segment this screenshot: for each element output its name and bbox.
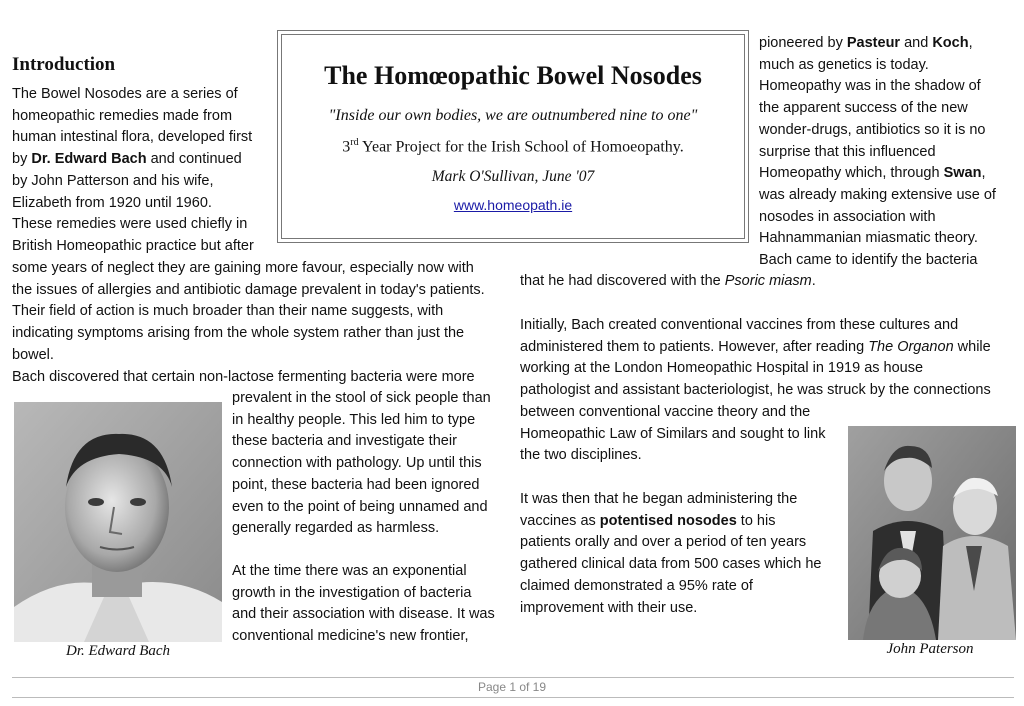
paterson-caption: John Paterson [886,641,974,657]
text-line: even to the point of being unnamed and [232,498,488,515]
title-box [277,30,749,243]
page-number: Page 1 of 19 [477,680,547,694]
intro-wide-block [12,258,512,388]
by-text: by [12,151,32,168]
text-line: British Homeopathic practice but after [12,237,254,254]
text-line: wonder-drugs, antibiotics so it is no [759,121,986,138]
text-line: growth in the investigation of bacteria [232,584,472,601]
text-line: improvement with their use. [520,599,698,616]
bach-caption: Dr. Edward Bach [65,643,171,659]
website-link[interactable]: www.homeopath.ie [453,197,573,213]
project-subtitle [282,137,744,156]
text-line [759,163,1021,185]
text-line [520,511,845,533]
swan-bold: Swan [943,165,982,182]
text-line: The Bowel Nosodes are a series of [12,86,238,102]
text-line: the apparent success of the new [759,100,968,117]
bach-photo [14,402,222,642]
text-line: much as genetics is today. [759,56,929,73]
text-line: surprise that this influenced [759,143,936,160]
while-text: while [953,338,991,355]
vaccines-text: vaccines as [520,512,600,529]
text-line [520,337,1020,359]
text-line: At the time there was an exponential [232,563,467,579]
text-line: the two disciplines. [520,447,642,464]
text-line: working at the London Homeopathic Hospital in 1919 as house [520,360,924,377]
text-line: generally regarded as harmless. [232,520,440,537]
potentised-bold: potentised nosodes [599,512,737,529]
paragraph-nosodes [520,489,845,619]
koch-bold: Koch [932,35,969,51]
text-line: and their association with disease. It was [232,606,495,623]
year-ordinal: rd [350,137,359,148]
administered-text: administered them to patients. However, after reading [520,338,869,355]
intro-narrow-block [12,84,272,258]
psoric-post-text: . [811,273,816,289]
text-line: conventional medicine's new frontier, [232,628,469,645]
text-line [759,33,1021,55]
text-line: Homeopathic Law of Similars and sought to link [520,425,826,442]
document-title: The Homœopathic Bowel Nosodes [324,61,702,90]
text-line: human intestinal flora, developed first [12,129,253,146]
text-line: in healthy people. This led him to type [232,411,476,428]
and-text: and [900,35,933,51]
text-line: Elizabeth from 1920 until 1960. [12,194,212,211]
psoric-line [520,271,1020,293]
text-line: the issues of allergies and antibiotic damage prevalent in today's patients. [12,281,485,298]
text-line: Bach discovered that certain non-lactose fermenting bacteria were more [12,368,475,385]
continued-text: and continued [146,151,242,168]
beside-photo-block [232,388,517,540]
text-line: Homeopathy was in the shadow of [759,78,981,95]
text-line: patients orally and over a period of ten years [520,534,807,551]
project-text: Year Project for the Irish School of Homoeopathy. [358,138,684,156]
text-line [12,149,272,171]
paterson-photo [848,426,1016,640]
year-number: 3 [342,138,351,156]
pasteur-bold: Pasteur [846,35,901,51]
to-his-text: to his [736,512,776,529]
author-line: Mark O'Sullivan, June '07 [431,168,595,185]
text-line: homeopathic remedies made from [12,107,233,124]
text-line: gathered clinical data from 500 cases which he [520,556,822,573]
through-text: Homeopathy which, through [759,165,944,182]
comma-text: , [968,35,973,51]
text-line: nosodes in association with [759,208,936,225]
text-line: by John Patterson and his wife, [12,172,214,189]
text-line: prevalent in the stool of sick people than [232,390,491,406]
text-line: bowel. [12,346,54,363]
text-line: these bacteria and investigate their [232,433,457,450]
text-line: These remedies were used chiefly in [12,216,248,233]
psoric-pre-text: that he had discovered with the [520,273,725,289]
intro-heading: Introduction [12,54,116,75]
right-column-block [759,33,1021,272]
text-line: was already making extensive use of [759,186,996,203]
text-line: It was then that he began administering the [520,491,798,507]
text-line: Hahnammanian miasmatic theory. [759,230,978,247]
pioneered-text: pioneered by [759,35,847,51]
organon-italic: The Organon [868,338,954,355]
title-box-inner [281,34,745,239]
text-line: between conventional vaccine theory and the [520,403,811,420]
text-line: claimed demonstrated a 95% rate of [520,577,753,594]
title-quote: "Inside our own bodies, we are outnumbered nine to one" [328,107,698,124]
psoric-miasm-italic: Psoric miasm [724,273,812,289]
text-line: connection with pathology. Up until this [232,455,482,472]
text-line: Initially, Bach created conventional vaccines from these cultures and [520,317,959,333]
text-line: point, these bacteria had been ignored [232,476,480,493]
text-line: Bach came to identify the bacteria [759,252,978,269]
text-line: some years of neglect they are gaining more favour, especially now with [12,260,474,276]
comma-text: , [981,165,986,182]
footer-divider-top [12,677,1014,678]
exponential-block [232,561,517,648]
bach-name-bold: Dr. Edward Bach [31,151,147,168]
footer-divider-bottom [12,697,1014,698]
text-line: pathologist and assistant bacteriologist, he was struck by the connections [520,382,991,399]
text-line: indicating symptoms arising from the whole system rather than just the [12,325,465,342]
text-line: Their field of action is much broader than their name suggests, with [12,303,444,320]
